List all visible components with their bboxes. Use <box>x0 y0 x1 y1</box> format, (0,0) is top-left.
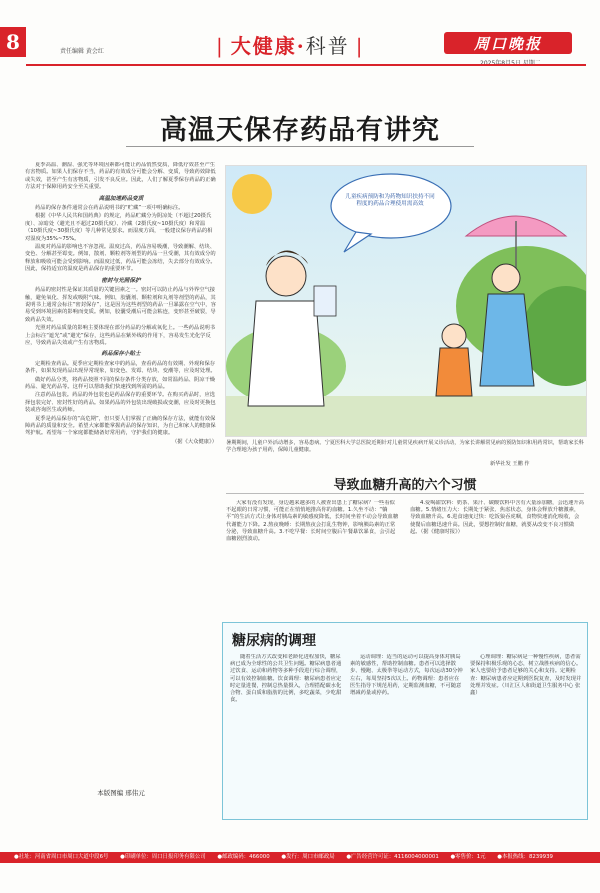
article-subhead: 高温加速药品变质 <box>98 195 144 202</box>
article-paragraph: 根据《中华人民共和国药典》的规定，药品贮藏分为阴凉处（不超过20摄氏度）、凉暗处（避光且不超过20摄氏度）、冷藏（2摄氏度~10摄氏度）和常温（10摄氏度~30摄氏度）等几种常见要求。而湿度方面，一般建议保存药品的相对湿度为35%~75%。 <box>25 213 213 242</box>
mother-dress <box>480 294 534 386</box>
article2-column <box>226 500 400 612</box>
article2-text: 4.爱喝甜饮料：奶茶、果汁、碳酸饮料中含有大量添加糖，会迅速升高血糖。5.情绪压力大：长期处于紧张、焦虑状态，身体会释放升糖激素，导致血糖升高。6.进食速度过快：吃饭狼吞虎咽，食物快速消化吸收，会使餐后血糖迅速升高。因此，要想控制好血糖，就要从改变不良习惯做起。（据《健康时报》） <box>410 500 584 535</box>
header-rule <box>26 64 586 66</box>
article2-divider <box>226 493 584 494</box>
article3-text: 心理调理：糖尿病是一种慢性疾病，患者需要保持积极乐观的心态，树立战胜疾病的信心。家人也要给予患者足够的关心和支持。定期检查：糖尿病患者应定期到医院复查，及时发现并处理并发症。（川汇区人和街道卫生服务中心 张鑫） <box>470 654 582 697</box>
section-name: 大健康 <box>230 34 297 58</box>
article-paragraph: 做好药品分类，将药品按照不同的保存条件分类存放，如常温药品、阴凉干燥药品、避光药品等。这样可以帮助我们快速找到所需的药品。 <box>25 376 216 390</box>
speech-bubble-text: 儿童疾病预防和为药物知识扶持不同程度的药品合理使用需高效 <box>345 194 435 207</box>
child-shirt <box>436 348 472 396</box>
article3-column <box>350 654 464 814</box>
section-title: | 大健康·科普 | <box>216 34 365 58</box>
article2-title: 导致血糖升高的六个习惯 <box>333 478 477 493</box>
doctor-head <box>266 256 306 296</box>
article-paragraph: 注意药品包装。药品的外包装也是药品保存的重要环节。在购买药品时，应选择包装完好、密封性好的药品。如果药品的外包装出现破损或变潮，应及时更换包装或咨询医生或药师。 <box>25 392 216 414</box>
article-paragraph: 夏季是药品保存的“高危期”，但只要人们掌握了正确的保存方法，就能有效保障药品的质量和安全。希望大家都能掌握药品的保存知识，为自己和家人的健康保驾护航。希望每一个家庭都能储备好常用药，守护我们的健康。 <box>25 415 216 437</box>
illustration-caption: 暑期期间，儿童户外活动增多，容易患病。宁夏医科大学总医院近期针对儿童常见疾病开展义诊活动，为家长讲解常见病的预防知识和用药常识，帮助家长科学合理地为孩子用药，保障儿童健康。 <box>226 440 584 453</box>
article-intro: 夏季高温、潮湿、强光等环境因素都可能让药品悄然变质，降低疗效甚至产生有害物质。如果人们保存不当，药品的有效成分可能会分解、变质，导致药效降低或失效，甚至产生有害物质，引发不良反应。因此，人们了解夏季保存药品的正确方法对于保障用药安全至关重要。 <box>25 162 216 191</box>
footer-item: ●零售价：1元 <box>450 854 486 860</box>
footer-item: ●邮政编码：466000 <box>217 854 270 860</box>
footer-item: ●印刷单位：周口日报印务有限公司 <box>120 854 206 860</box>
page-footer <box>0 852 600 863</box>
mother-head <box>492 264 520 292</box>
page-byline: 本版图编 邢伟元 <box>97 789 145 797</box>
article-source: （据《大众健康》） <box>171 438 217 445</box>
section-sub: 科普 <box>305 34 350 58</box>
article-paragraph: 光照对药品质量的影响主要体现在部分药品的分解或氧化上。一些药品说明书上会标注“遮光”或“避光”保存，这些药品在紫外线的作用下，容易发生光化学反应，导致药品失效或产生有害物质。 <box>25 325 216 346</box>
main-article-title: 高温天保存药品有讲究 <box>160 115 440 146</box>
footer-item: ●社址：河南省周口市周口大道中段6号 <box>14 854 109 860</box>
sun-icon <box>232 174 272 214</box>
article3-column <box>470 654 584 814</box>
title-divider <box>126 146 474 147</box>
article-paragraph: 温度对药品的影响也不容忽视。温度过高，药品容易吸潮，导致潮解、结块、变色、分解甚至霉变。例如，散剂、颗粒剂等剂型的药品一旦受潮，其有效成分的释放和吸收可能会受到影响。而温度过低，药品可能会冻结，失去部分有效成分。因此，保持适宜的温度是药品保存的重要环节。 <box>25 244 216 273</box>
article3-text: 运动调理：适当的运动可以提高身体对胰岛素的敏感性，帮助控制血糖。患者可以选择散步、慢跑、太极拳等运动方式，每次运动30分钟左右，每周坚持5次以上。药物调理：患者应在医生指导下规范用药，定期监测血糖，不可随意增减药量或停药。 <box>350 654 463 697</box>
article-subhead: 密封与光照保护 <box>101 277 141 284</box>
child-head <box>442 324 466 348</box>
footer-item: ●发行：周口市邮政局 <box>281 854 335 860</box>
footer-item: ●广告经营许可证：4116004000001 <box>346 854 439 860</box>
article2-column <box>410 500 584 612</box>
article-subhead: 药品保存小贴士 <box>101 351 141 358</box>
page-number: 8 <box>0 27 26 57</box>
newspaper-logo: 周口晚报 <box>444 32 572 54</box>
footer-item: ●本报热线：8239939 <box>497 854 553 860</box>
main-article-body <box>25 162 217 752</box>
article3-column <box>230 654 344 814</box>
article-paragraph: 定期检查药品。夏季应定期检查家中的药品，查看药品的有效期、外观和保存条件，如果发现药品出现异常现象，如变色、发霉、结块、变潮等，应及时处理。 <box>25 360 216 375</box>
article2-text: 大家有没有发现，身边越来越多的人被查出患上了糖尿病？一些看似不起眼的日常习惯，可能正在悄悄地推高你的血糖。1.久坐不动：“躺平”的生活方式让身体对胰岛素的敏感度降低，长时间坐着不动会导致血糖代谢能力下降。2.熬夜晚睡：长期熬夜会打乱生物钟，影响胰岛素的正常分泌，导致血糖升高。3.不吃早餐：长时间空腹后午餐暴饮暴食，会引起血糖剧烈波动。 <box>226 500 399 543</box>
article-paragraph: 药品的保存条件通常会在药品说明书的“贮藏”一项中明确标注。 <box>35 205 184 212</box>
article-paragraph: 药品的密封性是保证其质量的关键因素之一。密封可以防止药品与外界空气接触，避免氧化、挥发或吸附气味。例如，胶囊剂、颗粒剂和丸剂等剂型的药品，其说明书上通常会标注“密封保存”，这是因为这些剂型的药品一旦暴露在空气中，容易受到环境因素的影响而变质。例如，胶囊受潮后可能会粘连，变形甚至破裂，导致药品失效。 <box>25 287 216 323</box>
article3-title: 糖尿病的调理 <box>232 633 316 649</box>
doctor-coat <box>248 301 324 406</box>
medicine-box-icon <box>314 286 336 316</box>
editor-credit: 责任编辑 黄会红 <box>60 48 104 55</box>
illustration-credit: 新华社发 王鹏 作 <box>490 461 530 467</box>
article3-text: 随着生活方式改变和老龄化进程加快，糖尿病已成为全球性的公共卫生问题。糖尿病患者通过饮食、运动和药物等多种手段进行综合调理，可以有效控制血糖。饮食调理：糖尿病患者应定时定量进餐，控制总热量摄入，合理搭配碳水化合物、蛋白质和脂肪的比例，多吃蔬菜，少吃甜食。 <box>230 654 342 704</box>
